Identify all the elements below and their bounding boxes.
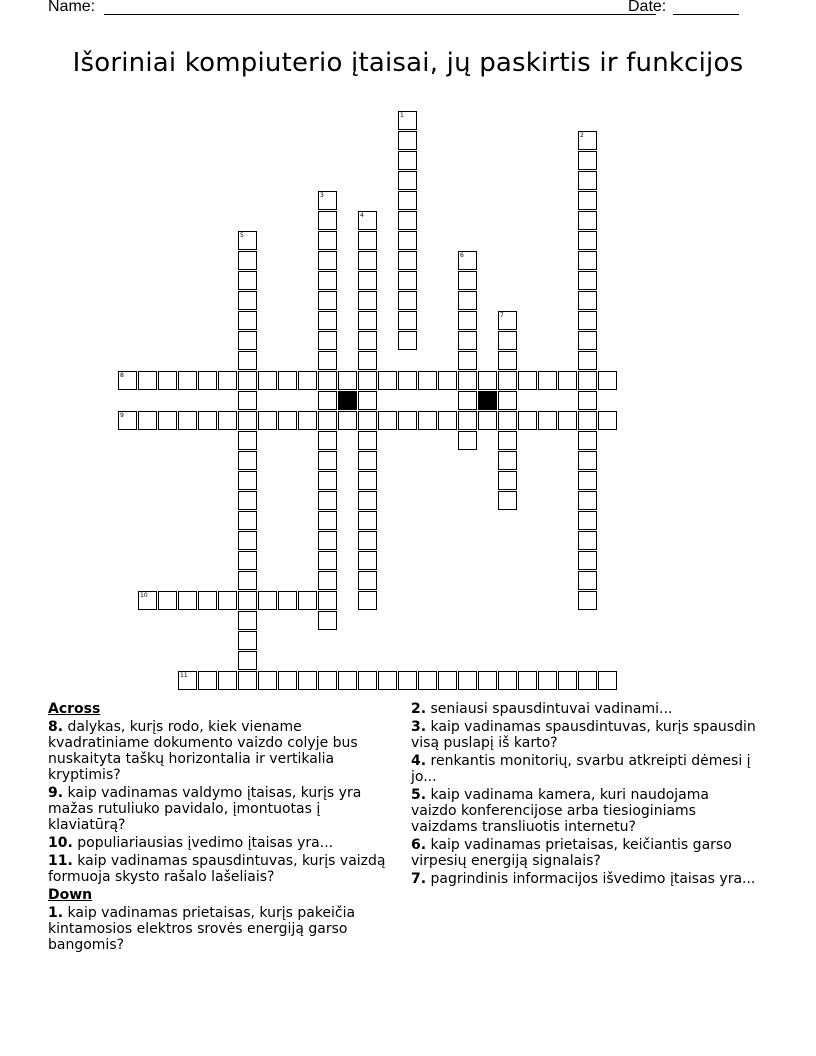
clue-down-2 [411, 701, 756, 717]
grid-cell[interactable] [318, 291, 337, 310]
grid-cell[interactable] [298, 671, 317, 690]
grid-cell[interactable] [398, 291, 417, 310]
grid-cell[interactable] [558, 371, 577, 390]
grid-cell[interactable] [318, 371, 337, 390]
grid-cell[interactable] [558, 411, 577, 430]
grid-cell[interactable] [578, 191, 597, 210]
grid-cell[interactable] [578, 431, 597, 450]
cell-number: 10 [140, 592, 148, 599]
grid-cell[interactable] [398, 231, 417, 250]
grid-cell[interactable] [318, 571, 337, 590]
grid-cell[interactable] [398, 331, 417, 350]
grid-cell[interactable] [438, 371, 457, 390]
grid-cell[interactable] [178, 591, 197, 610]
grid-cell[interactable] [298, 591, 317, 610]
grid-cell[interactable] [578, 571, 597, 590]
clue-text: kaip vadinamas prietaisas, kurįs pakeičia kintamosios elektros srovės energiją garso bangomis? [48, 905, 356, 953]
grid-cell[interactable] [118, 411, 137, 430]
clue-number: 7. [411, 871, 427, 887]
grid-cell[interactable] [178, 371, 197, 390]
clues-right-column [411, 701, 756, 889]
clue-number: 4. [411, 753, 427, 769]
grid-cell[interactable] [578, 131, 597, 150]
grid-cell[interactable] [238, 611, 257, 630]
grid-cell[interactable] [318, 251, 337, 270]
grid-cell[interactable] [498, 351, 517, 370]
grid-cell[interactable] [358, 471, 377, 490]
grid-cell[interactable] [358, 231, 377, 250]
grid-cell[interactable] [358, 391, 377, 410]
grid-cell[interactable] [558, 671, 577, 690]
grid-cell[interactable] [318, 411, 337, 430]
grid-cell[interactable] [538, 411, 557, 430]
grid-cell[interactable] [458, 331, 477, 350]
grid-cell[interactable] [238, 491, 257, 510]
grid-cell[interactable] [498, 451, 517, 470]
grid-cell[interactable] [398, 251, 417, 270]
clue-text: kaip vadinamas valdymo įtaisas, kurįs yra mažas rutuliuko pavidalo, įmontuotas į klaviatūrą? [48, 785, 362, 833]
cell-number: 3 [320, 192, 324, 199]
down-heading: Down [48, 887, 93, 903]
clue-text: kaip vadinamas prietaisas, keičiantis garso virpesių energiją signalais? [411, 837, 732, 869]
grid-cell[interactable] [578, 311, 597, 330]
grid-cell[interactable] [498, 431, 517, 450]
clue-down-7 [411, 871, 756, 887]
clue-number: 11. [48, 853, 73, 869]
grid-cell[interactable] [398, 211, 417, 230]
clue-across-11 [48, 853, 388, 885]
grid-cell[interactable] [278, 411, 297, 430]
grid-cell[interactable] [238, 451, 257, 470]
grid-cell[interactable] [578, 671, 597, 690]
grid-cell[interactable] [398, 191, 417, 210]
grid-cell[interactable] [358, 411, 377, 430]
grid-cell[interactable] [358, 591, 377, 610]
grid-cell[interactable] [238, 431, 257, 450]
grid-cell[interactable] [258, 371, 277, 390]
grid-cell[interactable] [598, 671, 617, 690]
grid-cell[interactable] [118, 371, 137, 390]
grid-cell[interactable] [578, 171, 597, 190]
clue-text: renkantis monitorių, svarbu atkreipti dėmesi į jo... [411, 753, 751, 785]
grid-cell[interactable] [238, 531, 257, 550]
grid-cell[interactable] [318, 311, 337, 330]
grid-cell[interactable] [238, 591, 257, 610]
cell-number: 11 [180, 672, 188, 679]
clue-text: dalykas, kurįs rodo, kiek viename kvadratiniame dokumento vaizdo colyje bus nuskaityta taškų horizontalia ir vertikalia kryptimis? [48, 719, 358, 783]
grid-cell[interactable] [458, 291, 477, 310]
clue-down-1 [48, 905, 388, 953]
clue-number: 8. [48, 719, 64, 735]
clue-number: 6. [411, 837, 427, 853]
across-heading: Across [48, 701, 101, 717]
grid-cell[interactable] [158, 411, 177, 430]
grid-cell[interactable] [318, 451, 337, 470]
grid-cell[interactable] [458, 351, 477, 370]
grid-cell[interactable] [338, 371, 357, 390]
grid-cell[interactable] [238, 671, 257, 690]
grid-cell[interactable] [138, 411, 157, 430]
grid-cell[interactable] [318, 491, 337, 510]
clue-text: kaip vadinamas spausdintuvas, kurįs vaizdą formuoja skysto rašalo lašeliais? [48, 853, 386, 885]
grid-cell[interactable] [198, 371, 217, 390]
grid-cell[interactable] [458, 311, 477, 330]
grid-cell[interactable] [318, 471, 337, 490]
grid-cell[interactable] [318, 231, 337, 250]
grid-cell[interactable] [398, 171, 417, 190]
grid-cell[interactable] [338, 671, 357, 690]
grid-cell[interactable] [518, 671, 537, 690]
clue-text: kaip vadinama kamera, kuri naudojama vaizdo konferencijose arba tiesioginiams vaizdams transliuotis internetu? [411, 787, 709, 835]
grid-cell[interactable] [418, 411, 437, 430]
grid-cell[interactable] [318, 431, 337, 450]
grid-cell[interactable] [138, 591, 157, 610]
grid-cell[interactable] [398, 371, 417, 390]
grid-cell[interactable] [318, 611, 337, 630]
grid-cell[interactable] [598, 411, 617, 430]
grid-cell[interactable] [458, 671, 477, 690]
grid-cell[interactable] [238, 291, 257, 310]
clue-down-3 [411, 719, 756, 751]
grid-cell[interactable] [218, 671, 237, 690]
grid-cell[interactable] [298, 411, 317, 430]
grid-cell[interactable] [498, 331, 517, 350]
grid-cell[interactable] [358, 551, 377, 570]
grid-cell[interactable] [498, 371, 517, 390]
grid-cell[interactable] [278, 371, 297, 390]
grid-cell[interactable] [158, 591, 177, 610]
grid-cell[interactable] [218, 411, 237, 430]
grid-cell[interactable] [378, 671, 397, 690]
grid-cell[interactable] [358, 531, 377, 550]
cell-number: 1 [400, 112, 404, 119]
grid-cell[interactable] [318, 351, 337, 370]
grid-cell[interactable] [578, 271, 597, 290]
grid-cell[interactable] [238, 551, 257, 570]
grid-cell[interactable] [458, 271, 477, 290]
grid-cell[interactable] [578, 151, 597, 170]
grid-cell[interactable] [318, 191, 337, 210]
grid-cell[interactable] [358, 671, 377, 690]
clue-number: 1. [48, 905, 64, 921]
cell-number: 9 [120, 412, 124, 419]
clue-down-4 [411, 753, 756, 785]
grid-cell[interactable] [318, 271, 337, 290]
grid-cell[interactable] [458, 391, 477, 410]
grid-cell[interactable] [458, 251, 477, 270]
grid-cell[interactable] [578, 211, 597, 230]
grid-cell[interactable] [198, 411, 217, 430]
grid-cell[interactable] [358, 271, 377, 290]
grid-cell[interactable] [398, 411, 417, 430]
grid-cell[interactable] [238, 251, 257, 270]
black-square [338, 391, 357, 410]
clue-number: 2. [411, 701, 427, 717]
clue-across-8 [48, 719, 388, 783]
grid-cell[interactable] [578, 331, 597, 350]
grid-cell[interactable] [218, 591, 237, 610]
grid-cell[interactable] [578, 471, 597, 490]
grid-cell[interactable] [278, 591, 297, 610]
grid-cell[interactable] [238, 651, 257, 670]
grid-cell[interactable] [578, 251, 597, 270]
clue-across-9 [48, 785, 388, 833]
grid-cell[interactable] [398, 271, 417, 290]
grid-cell[interactable] [198, 591, 217, 610]
grid-cell[interactable] [498, 311, 517, 330]
grid-cell[interactable] [318, 211, 337, 230]
grid-cell[interactable] [578, 231, 597, 250]
clue-number: 3. [411, 719, 427, 735]
grid-cell[interactable] [358, 251, 377, 270]
grid-cell[interactable] [378, 411, 397, 430]
grid-cell[interactable] [318, 331, 337, 350]
grid-cell[interactable] [258, 671, 277, 690]
grid-cell[interactable] [398, 311, 417, 330]
grid-cell[interactable] [438, 411, 457, 430]
date-label: Date: [628, 0, 667, 15]
grid-cell[interactable] [238, 391, 257, 410]
grid-cell[interactable] [538, 371, 557, 390]
clue-number: 10. [48, 835, 73, 851]
grid-cell[interactable] [378, 371, 397, 390]
grid-cell[interactable] [318, 531, 337, 550]
grid-cell[interactable] [238, 631, 257, 650]
cell-number: 7 [500, 312, 504, 319]
grid-cell[interactable] [358, 351, 377, 370]
grid-cell[interactable] [318, 511, 337, 530]
grid-cell[interactable] [398, 131, 417, 150]
clue-number: 9. [48, 785, 64, 801]
grid-cell[interactable] [478, 411, 497, 430]
grid-cell[interactable] [538, 671, 557, 690]
grid-cell[interactable] [238, 511, 257, 530]
grid-cell[interactable] [578, 491, 597, 510]
grid-cell[interactable] [238, 371, 257, 390]
clue-number: 5. [411, 787, 427, 803]
grid-cell[interactable] [358, 311, 377, 330]
grid-cell[interactable] [358, 371, 377, 390]
grid-cell[interactable] [318, 671, 337, 690]
clue-text: kaip vadinamas spausdintuvas, kurįs spausdin visą puslapį iš karto? [411, 719, 756, 751]
grid-cell[interactable] [298, 371, 317, 390]
clue-down-5 [411, 787, 756, 835]
grid-cell[interactable] [578, 351, 597, 370]
grid-cell[interactable] [458, 371, 477, 390]
grid-cell[interactable] [438, 671, 457, 690]
grid-cell[interactable] [318, 551, 337, 570]
grid-cell[interactable] [358, 451, 377, 470]
grid-cell[interactable] [158, 371, 177, 390]
grid-cell[interactable] [178, 411, 197, 430]
grid-cell[interactable] [578, 411, 597, 430]
grid-cell[interactable] [358, 291, 377, 310]
grid-cell[interactable] [458, 411, 477, 430]
grid-cell[interactable] [578, 591, 597, 610]
grid-cell[interactable] [578, 551, 597, 570]
grid-cell[interactable] [258, 591, 277, 610]
page-title: Išoriniai kompiuterio įtaisai, jų paskirtis ir funkcijos [72, 48, 744, 78]
grid-cell[interactable] [578, 291, 597, 310]
grid-cell[interactable] [218, 371, 237, 390]
grid-cell[interactable] [518, 411, 537, 430]
clue-across-10 [48, 835, 388, 851]
cell-number: 2 [580, 132, 584, 139]
grid-cell[interactable] [358, 211, 377, 230]
cell-number: 8 [120, 372, 124, 379]
grid-cell[interactable] [258, 411, 277, 430]
clues-left-column [48, 701, 388, 955]
clue-text: seniausi spausdintuvai vadinami... [430, 701, 673, 717]
grid-cell[interactable] [578, 391, 597, 410]
grid-cell[interactable] [498, 391, 517, 410]
grid-cell[interactable] [498, 491, 517, 510]
grid-cell[interactable] [358, 491, 377, 510]
grid-cell[interactable] [578, 511, 597, 530]
name-label: Name: [48, 0, 96, 15]
grid-cell[interactable] [498, 471, 517, 490]
grid-cell[interactable] [358, 571, 377, 590]
grid-cell[interactable] [598, 371, 617, 390]
grid-cell[interactable] [238, 231, 257, 250]
grid-cell[interactable] [498, 411, 517, 430]
clue-text: pagrindinis informacijos išvedimo įtaisas yra... [430, 871, 756, 887]
grid-cell[interactable] [238, 471, 257, 490]
grid-cell[interactable] [498, 671, 517, 690]
grid-cell[interactable] [238, 351, 257, 370]
grid-cell[interactable] [338, 411, 357, 430]
grid-cell[interactable] [578, 451, 597, 470]
grid-cell[interactable] [238, 311, 257, 330]
grid-cell[interactable] [398, 151, 417, 170]
grid-cell[interactable] [238, 331, 257, 350]
grid-cell[interactable] [418, 671, 437, 690]
cell-number: 6 [460, 252, 464, 259]
grid-cell[interactable] [478, 671, 497, 690]
clue-down-6 [411, 837, 756, 869]
grid-cell[interactable] [358, 511, 377, 530]
clue-text: populiariausias įvedimo įtaisas yra... [77, 835, 334, 851]
grid-cell[interactable] [358, 431, 377, 450]
grid-cell[interactable] [478, 371, 497, 390]
cell-number: 5 [240, 232, 244, 239]
grid-cell[interactable] [238, 271, 257, 290]
grid-cell[interactable] [398, 111, 417, 130]
grid-cell[interactable] [318, 591, 337, 610]
black-square [478, 391, 497, 410]
grid-cell[interactable] [318, 391, 337, 410]
grid-cell[interactable] [138, 371, 157, 390]
grid-cell[interactable] [238, 571, 257, 590]
grid-cell[interactable] [458, 431, 477, 450]
grid-cell[interactable] [578, 531, 597, 550]
grid-cell[interactable] [198, 671, 217, 690]
cell-number: 4 [360, 212, 364, 219]
grid-cell[interactable] [578, 371, 597, 390]
grid-cell[interactable] [178, 671, 197, 690]
grid-cell[interactable] [398, 671, 417, 690]
grid-cell[interactable] [238, 411, 257, 430]
grid-cell[interactable] [418, 371, 437, 390]
grid-cell[interactable] [518, 371, 537, 390]
grid-cell[interactable] [358, 331, 377, 350]
grid-cell[interactable] [278, 671, 297, 690]
